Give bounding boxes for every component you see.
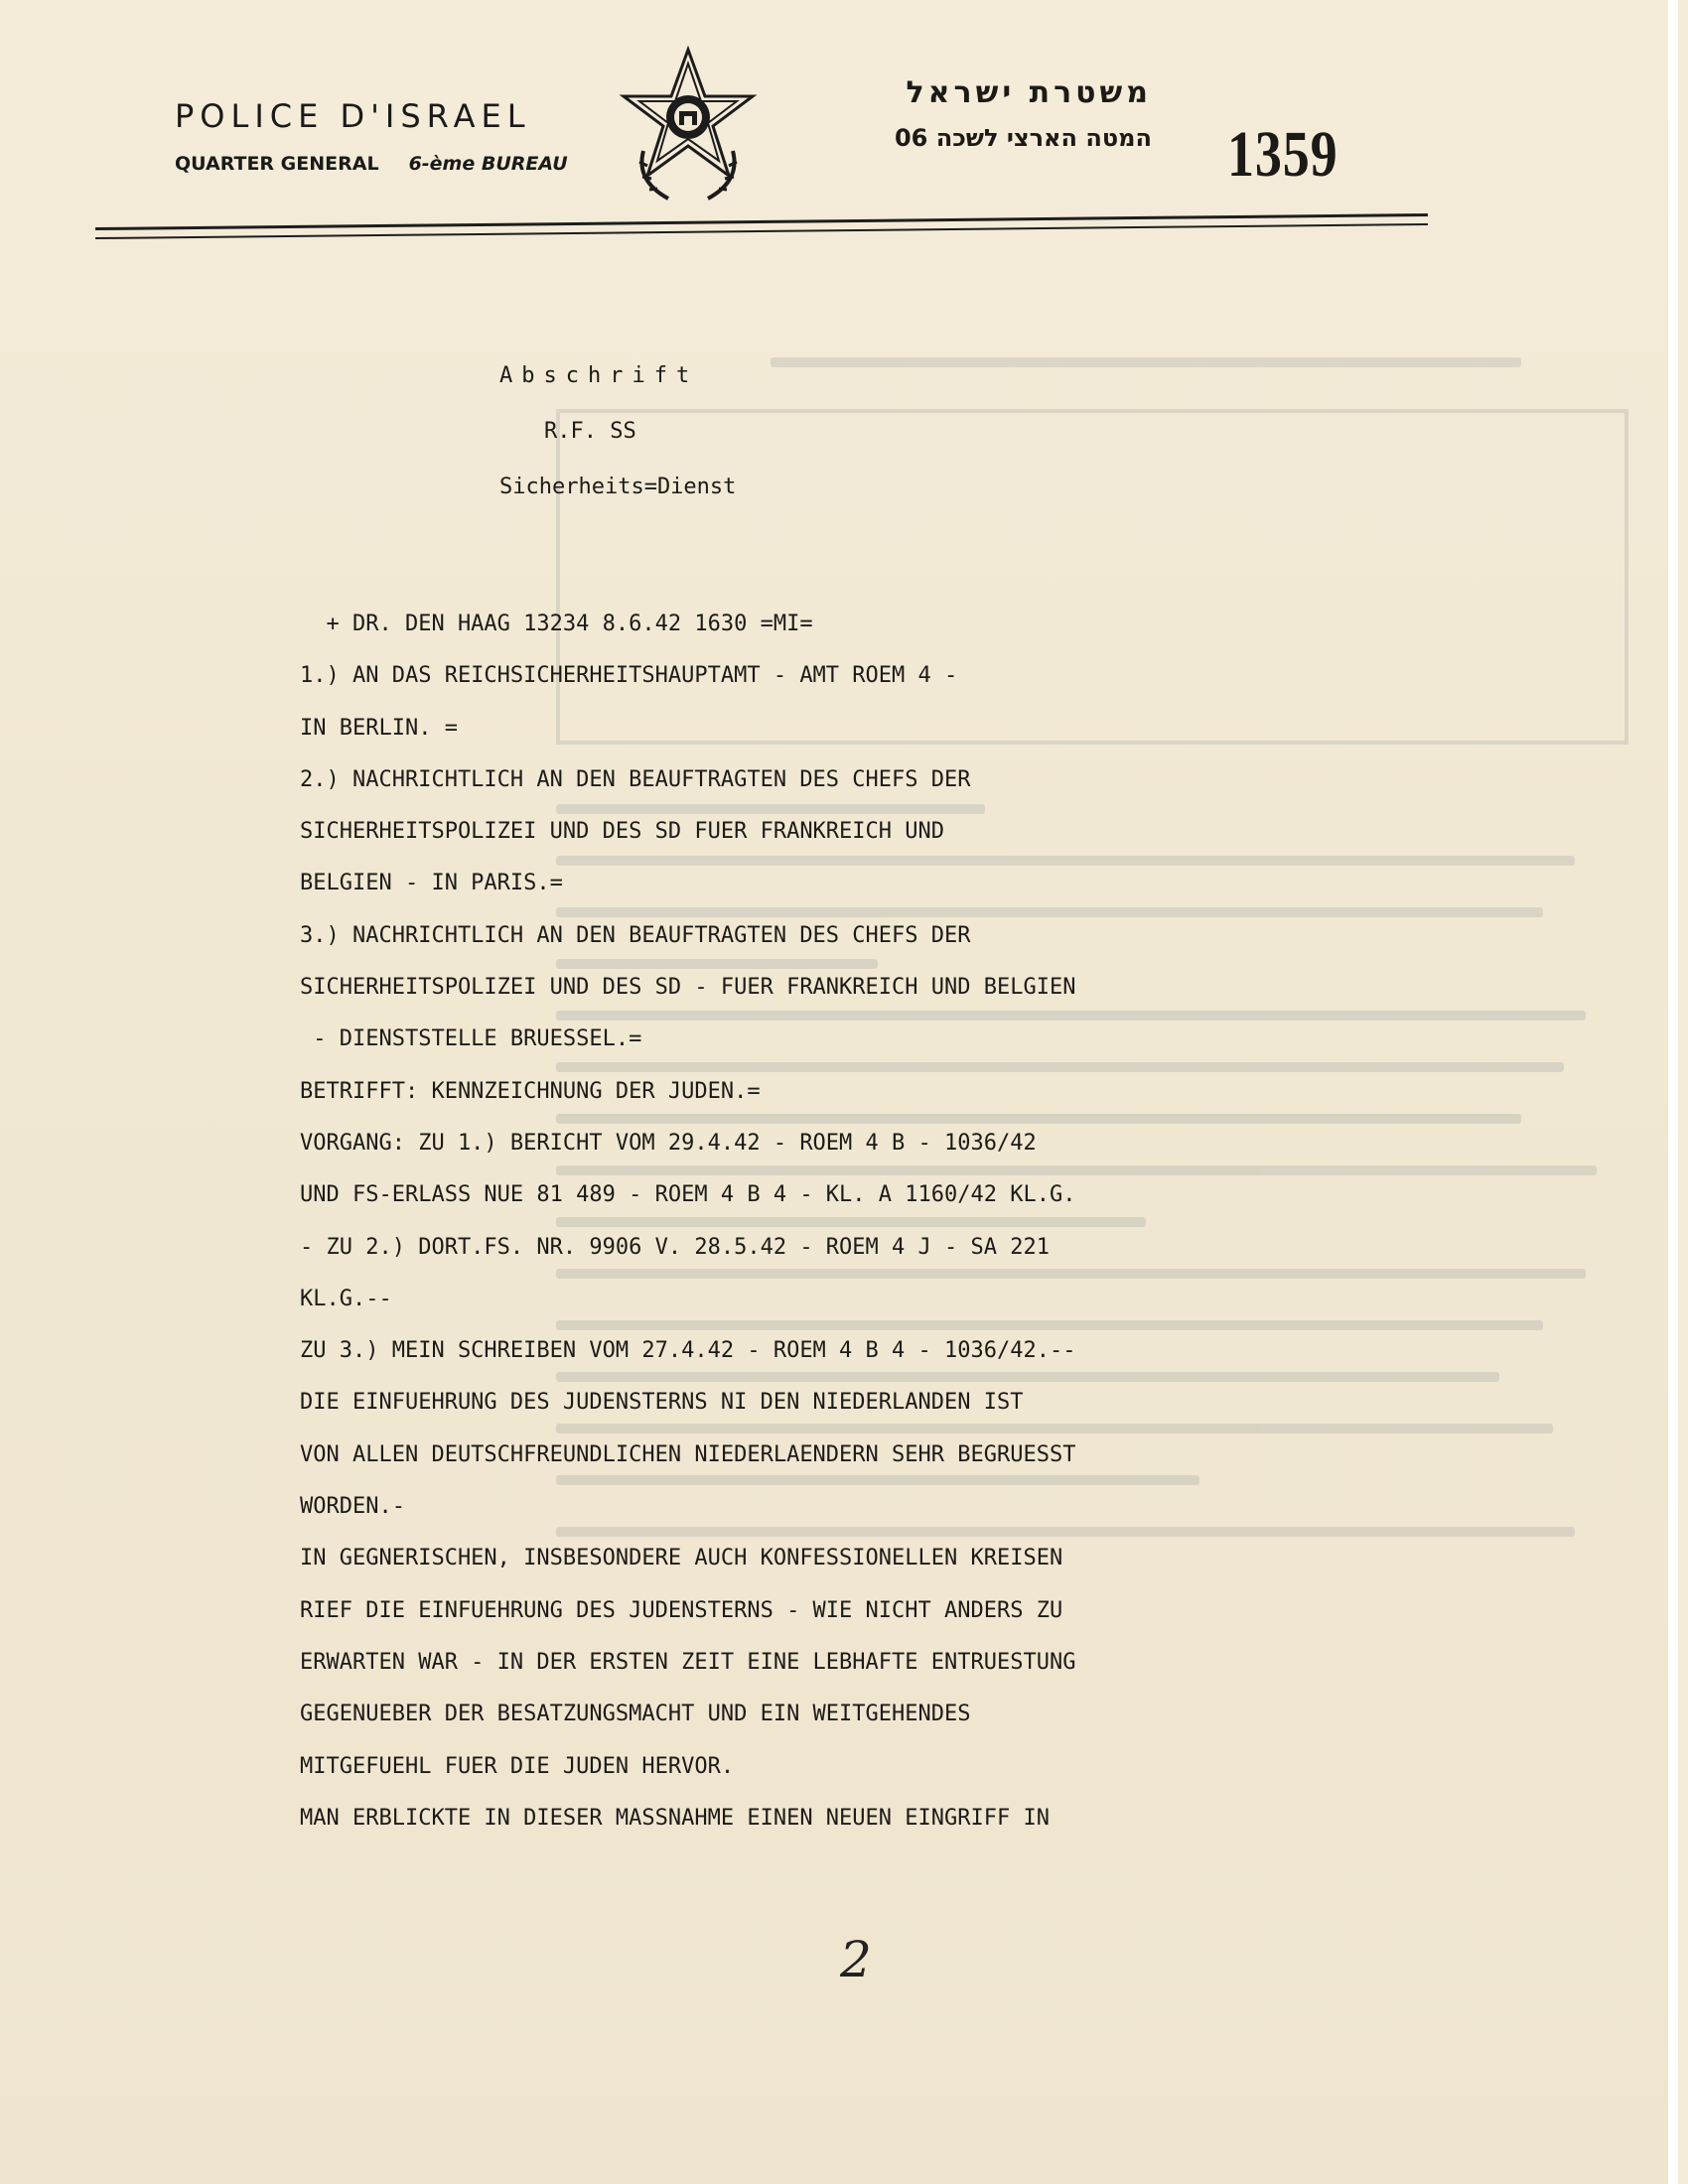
body-line: + DR. DEN HAAG 13234 8.6.42 1630 =MI= bbox=[300, 612, 813, 636]
body-line: DIE EINFUEHRUNG DES JUDENSTERNS NI DEN NIEDERLANDEN IST bbox=[300, 1390, 1024, 1416]
body-line: SICHERHEITSPOLIZEI UND DES SD - FUER FRANKREICH UND BELGIEN bbox=[300, 975, 1076, 1001]
body-line: WORDEN.- bbox=[300, 1494, 405, 1520]
body-line: VON ALLEN DEUTSCHFREUNDLICHEN NIEDERLAENDERN SEHR BEGRUESST bbox=[300, 1441, 1076, 1467]
body-line: ZU 3.) MEIN SCHREIBEN VOM 27.4.42 - ROEM 4 B 4 - 1036/42.-- bbox=[300, 1338, 1076, 1364]
letterhead-quarter-general: QUARTER GENERAL bbox=[175, 153, 379, 175]
body-line: UND FS-ERLASS NUE 81 489 - ROEM 4 B 4 - KL. A 1160/42 KL.G. bbox=[300, 1182, 1076, 1208]
body-line: MITGEFUEHL FUER DIE JUDEN HERVOR. bbox=[300, 1753, 735, 1779]
letterhead-hebrew-subtitle: המטה הארצי לשכה 06 bbox=[894, 124, 1152, 152]
scan-margin bbox=[1668, 0, 1678, 2184]
document-number: 1359 bbox=[1227, 118, 1338, 191]
telegram-body bbox=[300, 599, 1293, 1844]
letterhead-right bbox=[794, 75, 1152, 152]
police-emblem-icon bbox=[614, 42, 763, 210]
body-line: BELGIEN - IN PARIS.= bbox=[300, 871, 563, 896]
body-line: SICHERHEITSPOLIZEI UND DES SD FUER FRANKREICH UND bbox=[300, 819, 945, 845]
body-line: - DIENSTSTELLE BRUESSEL.= bbox=[300, 1026, 642, 1052]
body-line: MAN ERBLICKTE IN DIESER MASSNAHME EINEN NEUEN EINGRIFF IN bbox=[300, 1805, 1050, 1831]
letterhead-left bbox=[175, 97, 568, 175]
sender-service: Sicherheits=Dienst bbox=[499, 475, 737, 499]
body-line: - ZU 2.) DORT.FS. NR. 9906 V. 28.5.42 - ROEM 4 J - SA 221 bbox=[300, 1234, 1050, 1260]
body-line: BETRIFFT: KENNZEICHNUNG DER JUDEN.= bbox=[300, 1078, 761, 1104]
body-line: RIEF DIE EINFUEHRUNG DES JUDENSTERNS - WIE NICHT ANDERS ZU bbox=[300, 1597, 1063, 1623]
letterhead-bureau: 6-ème BUREAU bbox=[408, 153, 568, 175]
body-line: 3.) NACHRICHTLICH AN DEN BEAUFTRAGTEN DES CHEFS DER bbox=[300, 922, 971, 948]
handwritten-page-number: 2 bbox=[840, 1931, 872, 1988]
body-line: 2.) NACHRICHTLICH AN DEN BEAUFTRAGTEN DES CHEFS DER bbox=[300, 766, 971, 792]
letterhead-subtitle bbox=[175, 153, 568, 175]
body-line: IN BERLIN. = bbox=[300, 715, 458, 741]
sender-org: R.F. SS bbox=[544, 419, 636, 444]
body-line: GEGENUEBER DER BESATZUNGSMACHT UND EIN WEITGEHENDES bbox=[300, 1702, 971, 1727]
body-line: ERWARTEN WAR - IN DER ERSTEN ZEIT EINE LEBHAFTE ENTRUESTUNG bbox=[300, 1649, 1076, 1675]
letterhead-title: POLICE D'ISRAEL bbox=[175, 97, 531, 135]
body-line: VORGANG: ZU 1.) BERICHT VOM 29.4.42 - ROEM 4 B - 1036/42 bbox=[300, 1130, 1037, 1156]
body-line: IN GEGNERISCHEN, INSBESONDERE AUCH KONFESSIONELLEN KREISEN bbox=[300, 1546, 1063, 1571]
body-line: 1.) AN DAS REICHSICHERHEITSHAUPTAMT - AMT ROEM 4 - bbox=[300, 663, 958, 689]
letterhead-hebrew-title: משטרת ישראל bbox=[906, 75, 1152, 110]
copy-heading: Abschrift bbox=[499, 363, 699, 388]
body-line: KL.G.-- bbox=[300, 1286, 392, 1311]
letterhead-rule bbox=[95, 213, 1428, 230]
